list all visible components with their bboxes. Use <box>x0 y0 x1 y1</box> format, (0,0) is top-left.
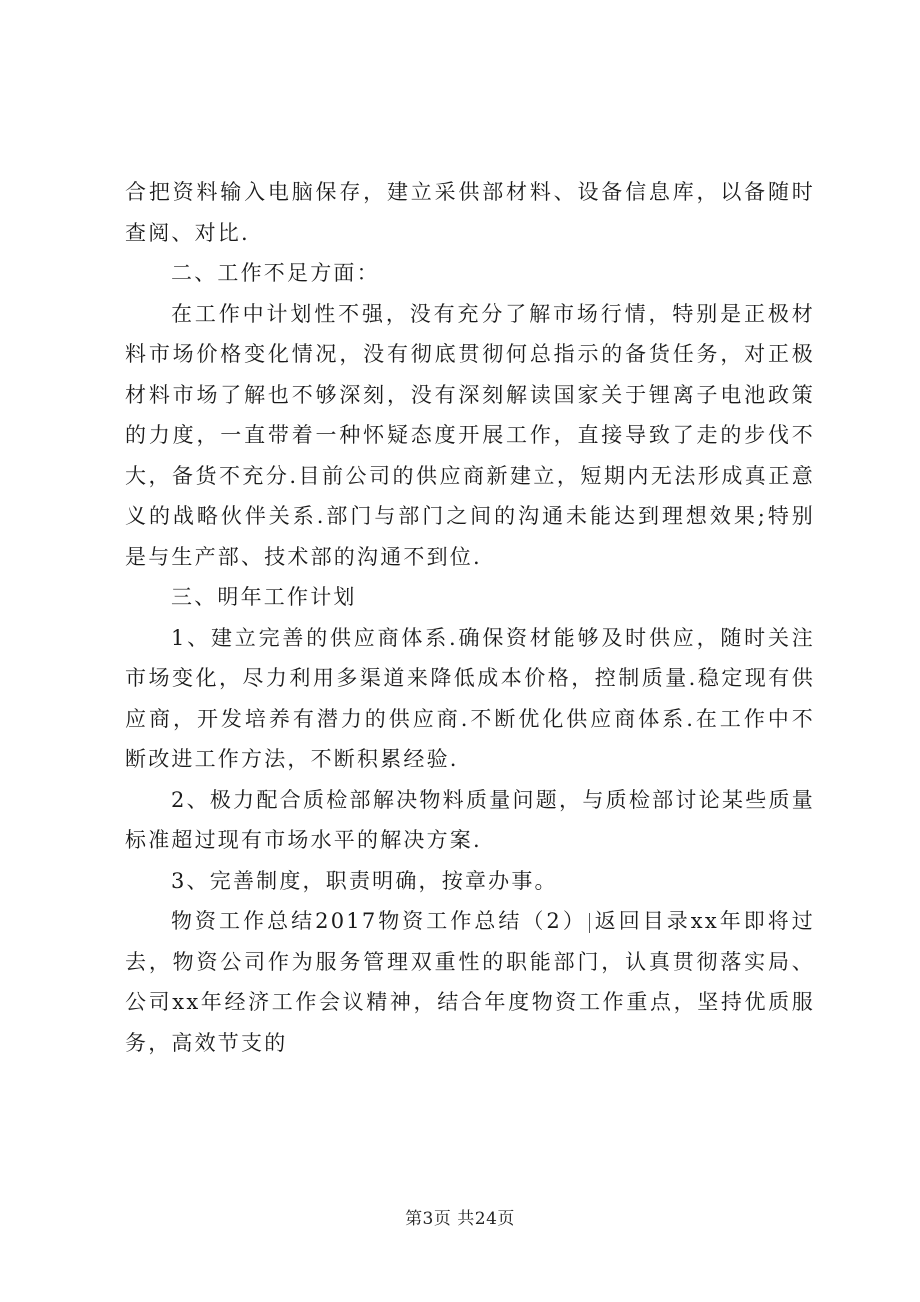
section-heading-shortcomings: 二、工作不足方面： <box>171 261 380 285</box>
plan-item-3: 3、完善制度，职责明确，按章办事。 <box>171 868 558 893</box>
document-body <box>125 172 815 1063</box>
section-heading-next-year-plan: 三、明年工作计划 <box>171 585 357 609</box>
plan-item-1: 1、建立完善的供应商体系.确保资材能够及时供应，随时关注市场变化，尽力利用多渠道来降低成本价格，控制质量.稳定现有供应商，开发培养有潜力的供应商.不断优化供应商体系.在工作中不断改进工作方法，不断积累经验. <box>125 625 815 771</box>
page-footer: 第3页 共24页 <box>405 1209 515 1229</box>
plan-item-2: 2、极力配合质检部解决物料质量问题，与质检部讨论某些质量标准超过现有市场水平的解决方案. <box>125 787 815 852</box>
summary-text: 返回目录xx年即将过去，物资公司作为服务管理双重性的职能部门，认真贯彻落实局、公司xx年经济工作会议精神，结合年度物资工作重点，坚持优质服务，高效节支的 <box>125 909 815 1055</box>
summary-title: 物资工作总结2017物资工作总结（2） <box>171 909 587 933</box>
paragraph-summary-2 <box>125 901 815 1063</box>
paragraph-shortcomings: 在工作中计划性不强，没有充分了解市场行情，特别是正极材料市场价格变化情况，没有彻底贯彻何总指示的备货任务，对正极材料市场了解也不够深刻，没有深刻解读国家关于锂离子电池政策的力度，一直带着一种怀疑态度开展工作，直接导致了走的步伐不大，备货不充分.目前公司的供应商新建立，短期内无法形成真正意义的战略伙伴关系.部门与部门之间的沟通未能达到理想效果;特别是与生产部、技术部的沟通不到位. <box>125 301 815 569</box>
text-cursor-icon <box>589 913 590 933</box>
paragraph-1: 合把资料输入电脑保存，建立采供部材料、设备信息库，以备随时查阅、对比. <box>125 180 815 245</box>
